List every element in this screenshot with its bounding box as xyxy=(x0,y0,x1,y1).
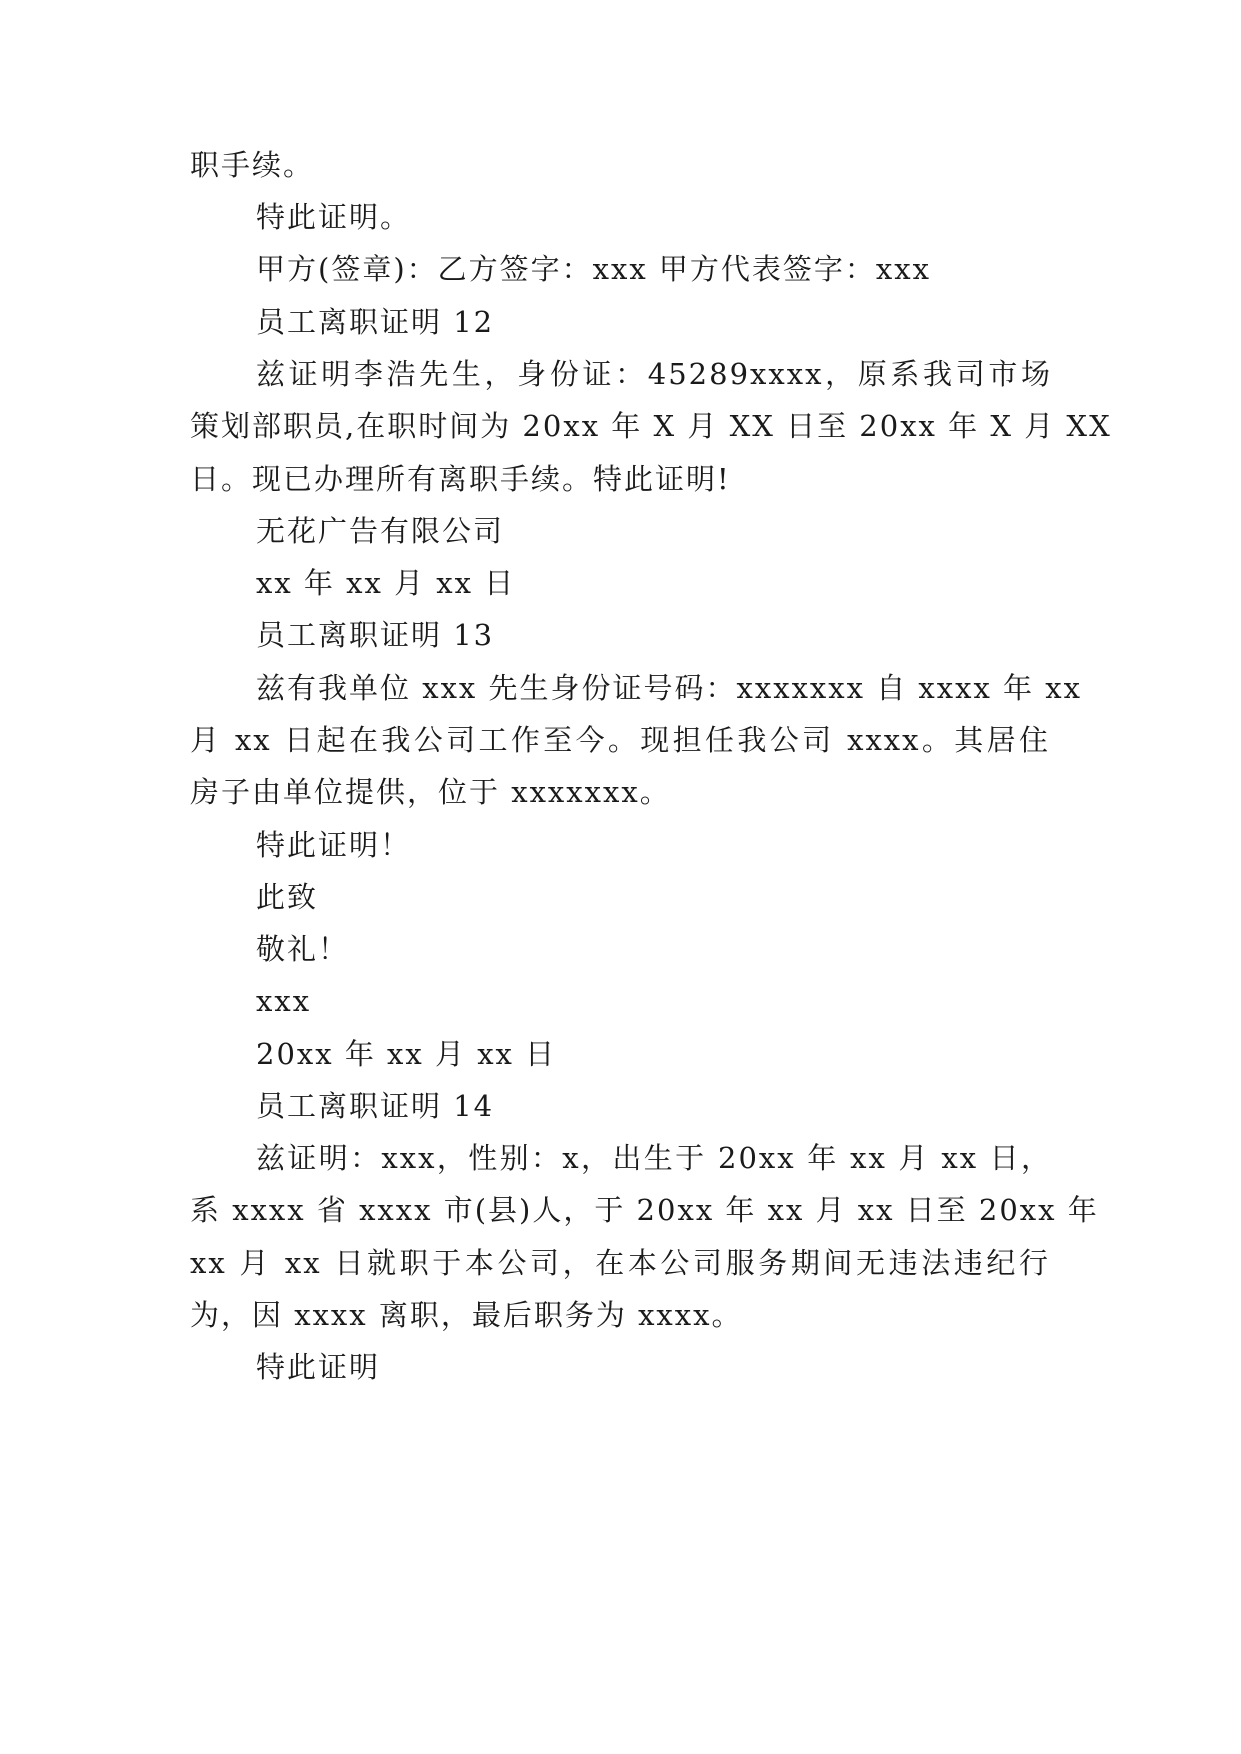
signatory: xxx xyxy=(256,984,312,1018)
paragraph-line: xx 月 xx 日就职于本公司，在本公司服务期间无违法违纪行 xyxy=(190,1246,1050,1280)
section-heading-13: 员工离职证明 13 xyxy=(256,618,495,652)
paragraph-line: 日。现已办理所有离职手续。特此证明! xyxy=(190,462,731,496)
certification-statement: 特此证明 xyxy=(256,1350,381,1384)
certification-statement: 特此证明。 xyxy=(256,200,412,234)
date-line: xx 年 xx 月 xx 日 xyxy=(256,566,516,600)
date-line: 20xx 年 xx 月 xx 日 xyxy=(256,1037,557,1071)
paragraph-line: 策划部职员,在职时间为 20xx 年 X 月 XX 日至 20xx 年 X 月 XX xyxy=(190,409,1112,443)
paragraph-line: 为，因 xxxx 离职，最后职务为 xxxx。 xyxy=(190,1298,743,1332)
company-name: 无花广告有限公司 xyxy=(256,514,505,548)
paragraph-line: 兹证明李浩先生，身份证：45289xxxx，原系我司市场 xyxy=(256,357,1052,391)
paragraph-continuation: 职手续。 xyxy=(190,148,315,182)
signature-line: 甲方(签章)：乙方签字：xxx 甲方代表签字：xxx xyxy=(256,252,931,286)
closing-regards: 敬礼！ xyxy=(256,932,350,966)
paragraph-line: 系 xxxx 省 xxxx 市(县)人，于 20xx 年 xx 月 xx 日至 20xx 年 xyxy=(190,1193,1099,1227)
section-heading-12: 员工离职证明 12 xyxy=(256,305,495,339)
paragraph-line: 月 xx 日起在我公司工作至今。现担任我公司 xxxx。其居住 xyxy=(190,723,1050,757)
closing-salutation: 此致 xyxy=(256,880,319,914)
paragraph-line: 兹证明：xxx，性别：x，出生于 20xx 年 xx 月 xx 日， xyxy=(256,1141,1052,1175)
paragraph-line: 房子由单位提供，位于 xxxxxxx。 xyxy=(190,775,671,809)
section-heading-14: 员工离职证明 14 xyxy=(256,1089,495,1123)
paragraph-line: 兹有我单位 xxx 先生身份证号码：xxxxxxx 自 xxxx 年 xx xyxy=(256,671,1082,705)
certification-statement: 特此证明！ xyxy=(256,828,412,862)
